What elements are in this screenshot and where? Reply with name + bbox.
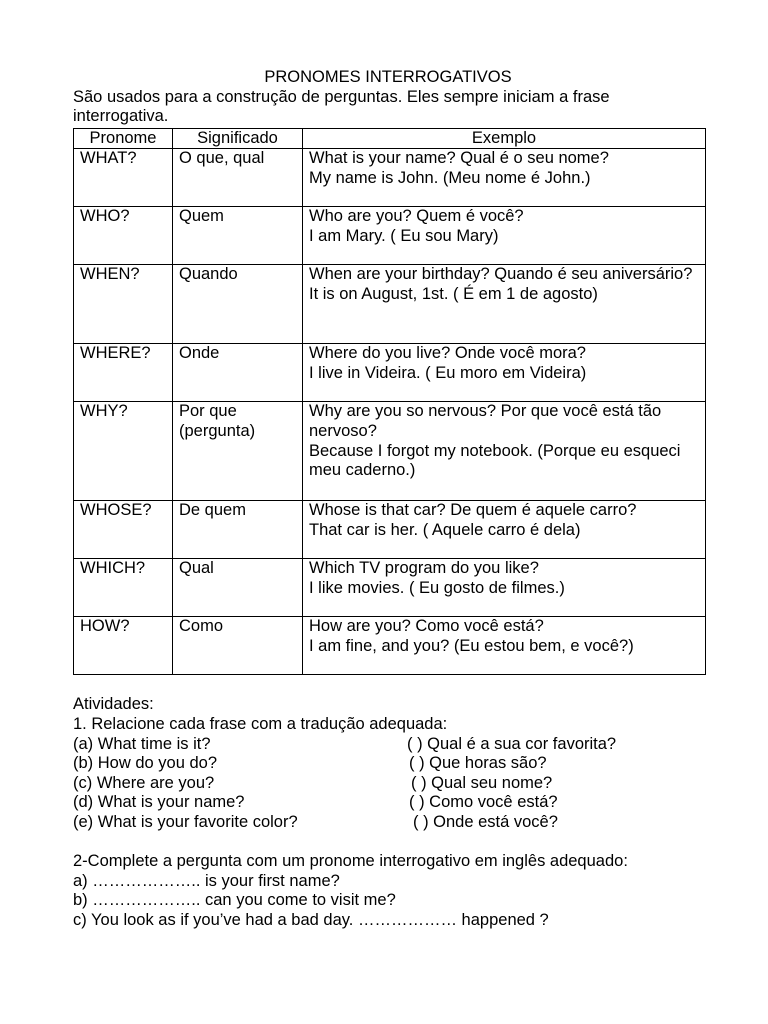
table-row — [74, 149, 706, 207]
example-question: When are your birthday? Quando é seu aniversário? — [309, 265, 693, 284]
document-page — [73, 68, 713, 931]
example-cell — [303, 207, 706, 265]
meaning-cell: Onde — [173, 344, 303, 402]
pronoun-cell: WHICH? — [74, 559, 173, 617]
matching-row — [73, 774, 713, 794]
table-row — [74, 559, 706, 617]
matching-translation[interactable]: ( ) Qual seu nome? — [411, 773, 553, 792]
table-row — [74, 207, 706, 265]
example-question: Why are you so nervous? Por que você está tão nervoso? — [309, 402, 662, 440]
pronoun-cell: WHAT? — [74, 149, 173, 207]
example-answer: I am Mary. ( Eu sou Mary) — [309, 226, 499, 245]
example-answer: I live in Videira. ( Eu moro em Videira) — [309, 363, 587, 382]
example-cell — [303, 559, 706, 617]
pronoun-cell: WHO? — [74, 207, 173, 265]
example-cell — [303, 344, 706, 402]
table-row — [74, 402, 706, 501]
matching-phrase: (c) Where are you? — [73, 773, 215, 792]
question-2-prompt: 2-Complete a pergunta com um pronome interrogativo em inglês adequado: — [73, 852, 628, 871]
activities-section — [73, 695, 713, 930]
example-answer: Because I forgot my notebook. (Porque eu esqueci meu caderno.) — [309, 441, 681, 480]
meaning-cell: Quando — [173, 265, 303, 344]
meaning-cell: O que, qual — [173, 149, 303, 207]
matching-row — [73, 754, 713, 774]
pronoun-cell: WHEN? — [74, 265, 173, 344]
matching-translation[interactable]: ( ) Como você está? — [409, 793, 558, 812]
meaning-cell: Por que (pergunta) — [173, 402, 303, 501]
matching-phrase: (b) How do you do? — [73, 754, 217, 773]
pronoun-cell: WHOSE? — [74, 501, 173, 559]
matching-row — [73, 793, 713, 813]
matching-phrase: (e) What is your favorite color? — [73, 812, 298, 831]
pronoun-cell: HOW? — [74, 617, 173, 675]
example-question: Where do you live? Onde você mora? — [309, 344, 586, 363]
matching-row — [73, 735, 713, 755]
page-title: PRONOMES INTERROGATIVOS — [264, 68, 512, 86]
intro-paragraph: São usados para a construção de perguntas. Eles sempre iniciam a frase interrogativa. — [73, 87, 610, 126]
example-answer: That car is her. ( Aquele carro é dela) — [309, 520, 581, 539]
header-exemplo: Exemplo — [303, 128, 706, 149]
activities-heading: Atividades: — [73, 695, 154, 714]
header-significado: Significado — [173, 128, 303, 149]
fill-blank-item[interactable]: b) ……………….. can you come to visit me? — [73, 891, 396, 910]
example-answer: I like movies. ( Eu gosto de filmes.) — [309, 578, 565, 597]
example-question: Whose is that car? De quem é aquele carro? — [309, 501, 637, 520]
meaning-cell: Qual — [173, 559, 303, 617]
matching-translation[interactable]: ( ) Qual é a sua cor favorita? — [407, 734, 617, 753]
example-answer: It is on August, 1st. ( É em 1 de agosto) — [309, 284, 598, 303]
example-question: How are you? Como você está? — [309, 617, 544, 636]
table-row — [74, 617, 706, 675]
matching-row — [73, 813, 713, 833]
matching-translation[interactable]: ( ) Onde está você? — [413, 812, 558, 831]
question-1-prompt: 1. Relacione cada frase com a tradução adequada: — [73, 714, 448, 733]
pronoun-cell: WHERE? — [74, 344, 173, 402]
table-row — [74, 265, 706, 344]
example-answer: My name is John. (Meu nome é John.) — [309, 168, 591, 187]
table-row — [74, 501, 706, 559]
example-question: Who are you? Quem é você? — [309, 207, 524, 226]
example-cell — [303, 501, 706, 559]
matching-phrase: (a) What time is it? — [73, 734, 211, 753]
table-row — [74, 344, 706, 402]
table-header-row — [74, 128, 706, 149]
meaning-cell: Quem — [173, 207, 303, 265]
pronoun-cell: WHY? — [74, 402, 173, 501]
header-pronome: Pronome — [74, 128, 173, 149]
matching-phrase: (d) What is your name? — [73, 793, 245, 812]
pronouns-table — [73, 128, 706, 676]
fill-blank-item[interactable]: a) ……………….. is your first name? — [73, 871, 340, 890]
fill-blank-item[interactable]: c) You look as if you’ve had a bad day. ……………… happened ? — [73, 910, 549, 929]
example-cell — [303, 265, 706, 344]
example-cell — [303, 617, 706, 675]
meaning-cell: De quem — [173, 501, 303, 559]
example-cell — [303, 402, 706, 501]
example-question: What is your name? Qual é o seu nome? — [309, 149, 609, 168]
meaning-cell: Como — [173, 617, 303, 675]
matching-translation[interactable]: ( ) Que horas são? — [409, 754, 547, 773]
example-answer: I am fine, and you? (Eu estou bem, e você?) — [309, 636, 634, 655]
example-cell — [303, 149, 706, 207]
example-question: Which TV program do you like? — [309, 559, 539, 578]
